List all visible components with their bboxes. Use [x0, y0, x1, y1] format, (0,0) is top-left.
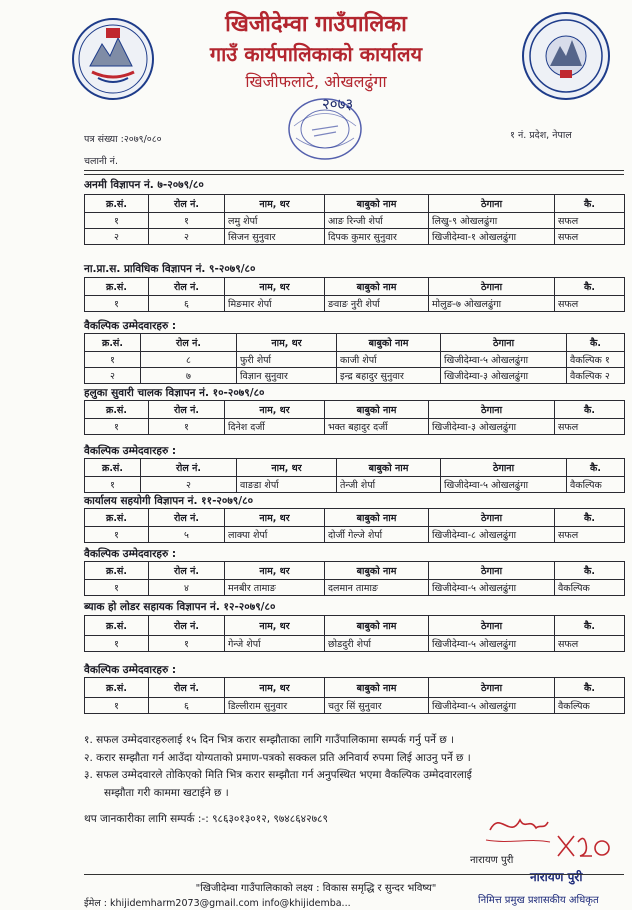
column-header-address: ठेगाना — [429, 401, 555, 419]
column-header-remark: कै. — [555, 195, 625, 213]
cell-roll: ७ — [141, 368, 237, 384]
column-header-name: नाम, थर — [225, 562, 325, 580]
column-header-name: नाम, थर — [237, 459, 337, 477]
cell-name: वाङडा शेर्पा — [237, 477, 337, 493]
cell-sn: १ — [85, 419, 149, 435]
table-row — [85, 296, 625, 312]
cell-address: खिजीदेम्वा-५ ओखलढुंगा — [441, 352, 567, 368]
footer-divider — [84, 874, 624, 875]
results-table — [84, 458, 625, 493]
column-header-father: बाबुको नाम — [325, 616, 429, 636]
table-row — [85, 368, 625, 384]
column-header-name: नाम, थर — [225, 401, 325, 419]
column-header-sn: क्र.सं. — [85, 616, 149, 636]
column-header-name: नाम, थर — [225, 616, 325, 636]
cell-sn: १ — [85, 636, 149, 652]
column-header-sn: क्र.सं. — [85, 562, 149, 580]
cell-roll: ८ — [141, 352, 237, 368]
column-header-name: नाम, थर — [225, 278, 325, 296]
cell-name: लाक्पा शेर्पा — [225, 527, 325, 543]
column-header-remark: कै. — [555, 278, 625, 296]
column-header-sn: क्र.सं. — [85, 401, 149, 419]
cell-name: मिङमार शेर्पा — [225, 296, 325, 312]
established-year: २०७३ — [322, 95, 354, 113]
table-row — [85, 698, 625, 714]
table-header-row — [85, 678, 625, 698]
office-seal-stamp — [286, 96, 364, 162]
table-row — [85, 419, 625, 435]
results-table — [84, 615, 625, 652]
signer-title: निमित्त प्रमुख प्रशासकीय अधिकृत — [478, 895, 599, 906]
table-header-row — [85, 401, 625, 419]
results-table — [84, 333, 625, 384]
cell-sn: १ — [85, 352, 141, 368]
cell-father: छोडदुरी शेर्पा — [325, 636, 429, 652]
cell-remark: सफल — [555, 636, 625, 652]
cell-father: दोर्जी गेल्जे शेर्पा — [325, 527, 429, 543]
table-header-row — [85, 459, 625, 477]
cell-remark: सफल — [555, 296, 625, 312]
cell-remark: वैकल्पिक २ — [567, 368, 625, 384]
results-table — [84, 277, 625, 312]
column-header-father: बाबुको नाम — [325, 562, 429, 580]
contact-info: थप जानकारीका लागि सम्पर्क :-: ९८६३०१३०१२, ९७४८६४२७८९ — [84, 813, 328, 825]
cell-name: लमु शेर्पा — [225, 213, 325, 229]
column-header-address: ठेगाना — [441, 334, 567, 352]
column-header-address: ठेगाना — [429, 278, 555, 296]
cell-roll: २ — [149, 229, 225, 245]
cell-sn: १ — [85, 698, 149, 714]
note-3: ३. सफल उम्मेदवारले तोकिएको मिति भित्र करार सम्झौता गर्न अनुपस्थित भएमा वैकल्पिक उम्मेदवारलाई — [84, 769, 472, 781]
cell-remark: सफल — [555, 229, 625, 245]
column-header-father: बाबुको नाम — [325, 401, 429, 419]
cell-sn: १ — [85, 527, 149, 543]
results-table — [84, 400, 625, 435]
cell-father: दिपक कुमार सुनुवार — [325, 229, 429, 245]
column-header-sn: क्र.सं. — [85, 509, 149, 527]
column-header-sn: क्र.सं. — [85, 334, 141, 352]
cell-sn: २ — [85, 368, 141, 384]
cell-remark: सफल — [555, 419, 625, 435]
column-header-sn: क्र.सं. — [85, 678, 149, 698]
cell-father: काजी शेर्पा — [337, 352, 441, 368]
section-title: ब्याक हो लोडर सहायक विज्ञापन नं. १२-२०७९/८० — [84, 601, 276, 613]
column-header-father: बाबुको नाम — [325, 678, 429, 698]
column-header-roll: रोल नं. — [149, 616, 225, 636]
column-header-name: नाम, थर — [225, 509, 325, 527]
cell-name: सिजन सुनुवार — [225, 229, 325, 245]
section-title: वैकल्पिक उम्मेदवारहरु : — [84, 548, 177, 560]
column-header-sn: क्र.सं. — [85, 278, 149, 296]
cell-father: ङवाङ नुरी शेर्पा — [325, 296, 429, 312]
column-header-remark: कै. — [555, 401, 625, 419]
table-header-row — [85, 195, 625, 213]
signer-name: नारायण पुरी — [470, 855, 514, 866]
column-header-sn: क्र.सं. — [85, 195, 149, 213]
table-row — [85, 477, 625, 493]
cell-sn: १ — [85, 580, 149, 596]
footer-email: ईमेल : khijidemharm2073@gmail.com info@khijidemba... — [84, 898, 351, 909]
column-header-address: ठेगाना — [429, 195, 555, 213]
table-row — [85, 213, 625, 229]
column-header-name: नाम, थर — [225, 195, 325, 213]
column-header-remark: कै. — [567, 334, 625, 352]
cell-roll: २ — [141, 477, 237, 493]
column-header-father: बाबुको नाम — [325, 195, 429, 213]
cell-roll: ४ — [149, 580, 225, 596]
cell-roll: ६ — [149, 698, 225, 714]
table-header-row — [85, 616, 625, 636]
province-label: १ नं. प्रदेश, नेपाल — [510, 130, 572, 141]
table-header-row — [85, 509, 625, 527]
column-header-father: बाबुको नाम — [337, 334, 441, 352]
column-header-address: ठेगाना — [429, 509, 555, 527]
cell-address: खिजीदेम्वा-५ ओखलढुंगा — [429, 580, 555, 596]
note-3-continued: सम्झौता गरी काममा खटाईने छ । — [104, 786, 229, 799]
cell-address: खिजीदेम्वा-१ ओखलढुंगा — [429, 229, 555, 245]
cell-father: आङ रिन्जी शेर्पा — [325, 213, 429, 229]
section-title: वैकल्पिक उम्मेदवारहरु : — [84, 445, 177, 457]
cell-address: मोलुङ-७ ओखलढुंगा — [429, 296, 555, 312]
column-header-address: ठेगाना — [429, 678, 555, 698]
section-title: ना.प्रा.स. प्राविधिक विज्ञापन नं. ९-२०७९/८० — [84, 263, 256, 275]
cell-remark: वैकल्पिक १ — [567, 352, 625, 368]
column-header-roll: रोल नं. — [149, 678, 225, 698]
column-header-roll: रोल नं. — [149, 562, 225, 580]
results-table — [84, 508, 625, 543]
office-name-line2: गाउँ कार्यपालिकाको कार्यालय — [209, 42, 423, 66]
letter-number: पत्र संख्या :२०७९/०८० — [84, 134, 162, 145]
header-divider — [84, 170, 624, 171]
cell-name: फुरी शेर्पा — [237, 352, 337, 368]
cell-name: गेन्जे शेर्पा — [225, 636, 325, 652]
column-header-address: ठेगाना — [429, 562, 555, 580]
cell-father: तेन्जी शेर्पा — [337, 477, 441, 493]
column-header-sn: क्र.सं. — [85, 459, 141, 477]
column-header-name: नाम, थर — [225, 678, 325, 698]
cell-roll: ५ — [149, 527, 225, 543]
table-row — [85, 352, 625, 368]
section-title: वैकल्पिक उम्मेदवारहरु : — [84, 664, 177, 676]
cell-roll: १ — [149, 636, 225, 652]
cell-sn: २ — [85, 229, 149, 245]
cell-remark: सफल — [555, 527, 625, 543]
header-divider-thin — [84, 174, 624, 175]
cell-father: चतुर सिं सुनुवार — [325, 698, 429, 714]
cell-address: खिजीदेम्वा-५ ओखलढुंगा — [441, 477, 567, 493]
column-header-roll: रोल नं. — [149, 401, 225, 419]
section-title: कार्यालय सहयोगी विज्ञापन नं. ११-२०७९/८० — [84, 495, 254, 507]
column-header-father: बाबुको नाम — [337, 459, 441, 477]
section-title: हलुका सुवारी चालक विज्ञापन नं. १०-२०७९/८० — [84, 387, 265, 399]
cell-name: मनबीर तामाङ — [225, 580, 325, 596]
results-table — [84, 561, 625, 596]
column-header-roll: रोल नं. — [149, 278, 225, 296]
cell-roll: १ — [149, 419, 225, 435]
cell-roll: १ — [149, 213, 225, 229]
cell-father: इन्द्र बहादुर सुनुवार — [337, 368, 441, 384]
cell-address: खिजीदेम्वा-५ ओखलढुंगा — [429, 636, 555, 652]
column-header-roll: रोल नं. — [149, 509, 225, 527]
cell-address: खिजीदेम्वा-८ ओखलढुंगा — [429, 527, 555, 543]
office-address: खिजीफलाटे, ओखलढुंगा — [245, 72, 387, 91]
table-header-row — [85, 562, 625, 580]
cell-remark: सफल — [555, 213, 625, 229]
cell-father: दलमान तामाङ — [325, 580, 429, 596]
column-header-remark: कै. — [555, 562, 625, 580]
column-header-remark: कै. — [555, 509, 625, 527]
signer-name-stamp: नारायण पुरी — [530, 870, 583, 884]
column-header-roll: रोल नं. — [149, 195, 225, 213]
column-header-address: ठेगाना — [429, 616, 555, 636]
cell-remark: वैकल्पिक — [567, 477, 625, 493]
note-1: १. सफल उम्मेदवारहरुलाई १५ दिन भित्र करार सम्झौताका लागि गाउँपालिकामा सम्पर्क गर्नु पर्ने छ । — [84, 734, 455, 746]
cell-name: दिनेश दर्जी — [225, 419, 325, 435]
results-table — [84, 677, 625, 714]
section-title: अनमी विज्ञापन नं. ७-२०७९/८० — [84, 179, 204, 191]
table-row — [85, 636, 625, 652]
notes-block — [84, 732, 624, 802]
table-row — [85, 580, 625, 596]
column-header-father: बाबुको नाम — [325, 509, 429, 527]
table-row — [85, 229, 625, 245]
cell-address: लिखु-९ ओखलढुंगा — [429, 213, 555, 229]
office-name-line1: खिजीदेम्वा गाउँपालिका — [225, 12, 407, 37]
cell-address: खिजीदेम्वा-५ ओखलढुंगा — [429, 698, 555, 714]
cell-sn: १ — [85, 296, 149, 312]
column-header-remark: कै. — [555, 678, 625, 698]
cell-name: डिल्लीराम सुनुवार — [225, 698, 325, 714]
cell-name: विज्ञान सुनुवार — [237, 368, 337, 384]
results-table — [84, 194, 625, 245]
table-header-row — [85, 278, 625, 296]
column-header-remark: कै. — [567, 459, 625, 477]
cell-roll: ६ — [149, 296, 225, 312]
cell-address: खिजीदेम्वा-३ ओखलढुंगा — [441, 368, 567, 384]
column-header-name: नाम, थर — [237, 334, 337, 352]
table-header-row — [85, 334, 625, 352]
table-row — [85, 527, 625, 543]
cell-father: भक्त बहादुर दर्जी — [325, 419, 429, 435]
cell-remark: वैकल्पिक — [555, 698, 625, 714]
footer-motto: "खिजीदेम्वा गाउँपालिकाको लक्ष्य : विकास समृद्धि र सुन्दर भविष्य" — [195, 883, 437, 894]
dispatch-number: चलानी नं. — [84, 156, 118, 167]
section-title: वैकल्पिक उम्मेदवारहरु : — [84, 320, 177, 332]
note-2: २. करार सम्झौता गर्न आउँदा योग्यताको प्रमाण-पत्रको सक्कल प्रति अनिवार्य रुपमा लिई आउनु पर्ने छ । — [84, 751, 471, 764]
column-header-roll: रोल नं. — [141, 334, 237, 352]
column-header-address: ठेगाना — [441, 459, 567, 477]
cell-address: खिजीदेम्वा-३ ओखलढुंगा — [429, 419, 555, 435]
column-header-father: बाबुको नाम — [325, 278, 429, 296]
cell-sn: १ — [85, 477, 141, 493]
cell-sn: १ — [85, 213, 149, 229]
column-header-roll: रोल नं. — [141, 459, 237, 477]
cell-remark: वैकल्पिक — [555, 580, 625, 596]
column-header-remark: कै. — [555, 616, 625, 636]
